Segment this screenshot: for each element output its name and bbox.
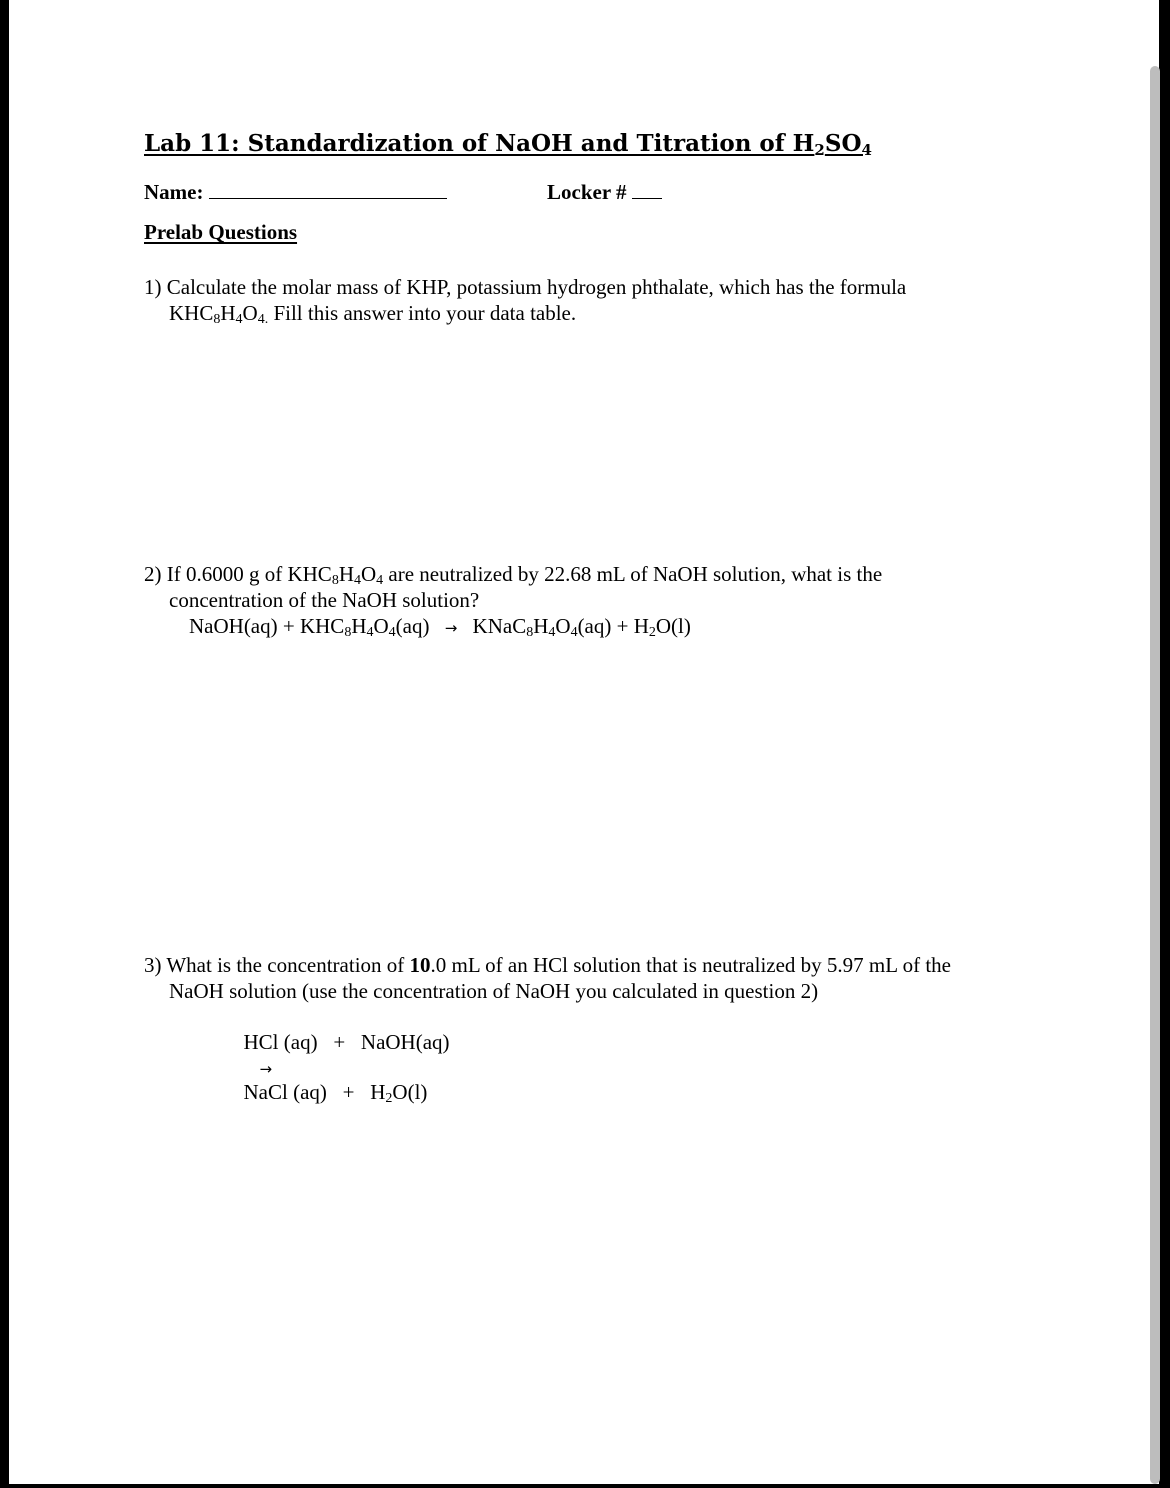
section-heading: Prelab Questions (144, 220, 298, 244)
reaction-arrow-icon: → (444, 619, 458, 637)
question-2-line-2: concentration of the NaOH solution? (169, 588, 480, 612)
locker-field (547, 180, 662, 205)
question-3 (144, 952, 951, 1004)
question-3-line-2: NaOH solution (use the concentration of NaOH you calculated in question 2) (169, 979, 819, 1003)
question-1-line-1: 1) Calculate the molar mass of KHP, potassium hydrogen phthalate, which has the formula (144, 275, 907, 299)
page-title: Lab 11: Standardization of NaOH and Titration of $H_2SO_4$ (144, 130, 872, 159)
name-label: Name: (144, 180, 204, 204)
locker-blank-line (632, 194, 662, 199)
question-3-line-1: 3) What is the concentration of 10.0 mL of an HCl solution that is neutralized by 5.97 mL of the (144, 953, 951, 977)
question-3-equation: HCl (aq) + NaOH(aq) → NaCl $(aq) + H_2O(l)$ (243, 1030, 450, 1106)
name-field (144, 180, 447, 205)
vertical-scrollbar[interactable] (1150, 66, 1160, 1484)
question-1 (144, 274, 906, 326)
reaction-arrow-icon: → (259, 1060, 273, 1078)
question-2-equation: NaOH(aq) + $KHC_8H_4O_4(aq)$ → $KNaC_8H_4O_4(aq) + H_2O(l)$ (189, 614, 691, 640)
question-2-line-1: 2) If 0.6000 g of $KHC_8H_4O_4$ are neutralized by 22.68 mL of NaOH solution, what is the (144, 562, 883, 588)
document-page (9, 0, 1159, 1484)
question-2 (144, 561, 882, 613)
locker-label: Locker # (547, 180, 627, 204)
question-1-line-2: $KHC_8H_4O_{4.}$ Fill this answer into your data table. (169, 301, 577, 327)
name-blank-line (209, 194, 447, 199)
